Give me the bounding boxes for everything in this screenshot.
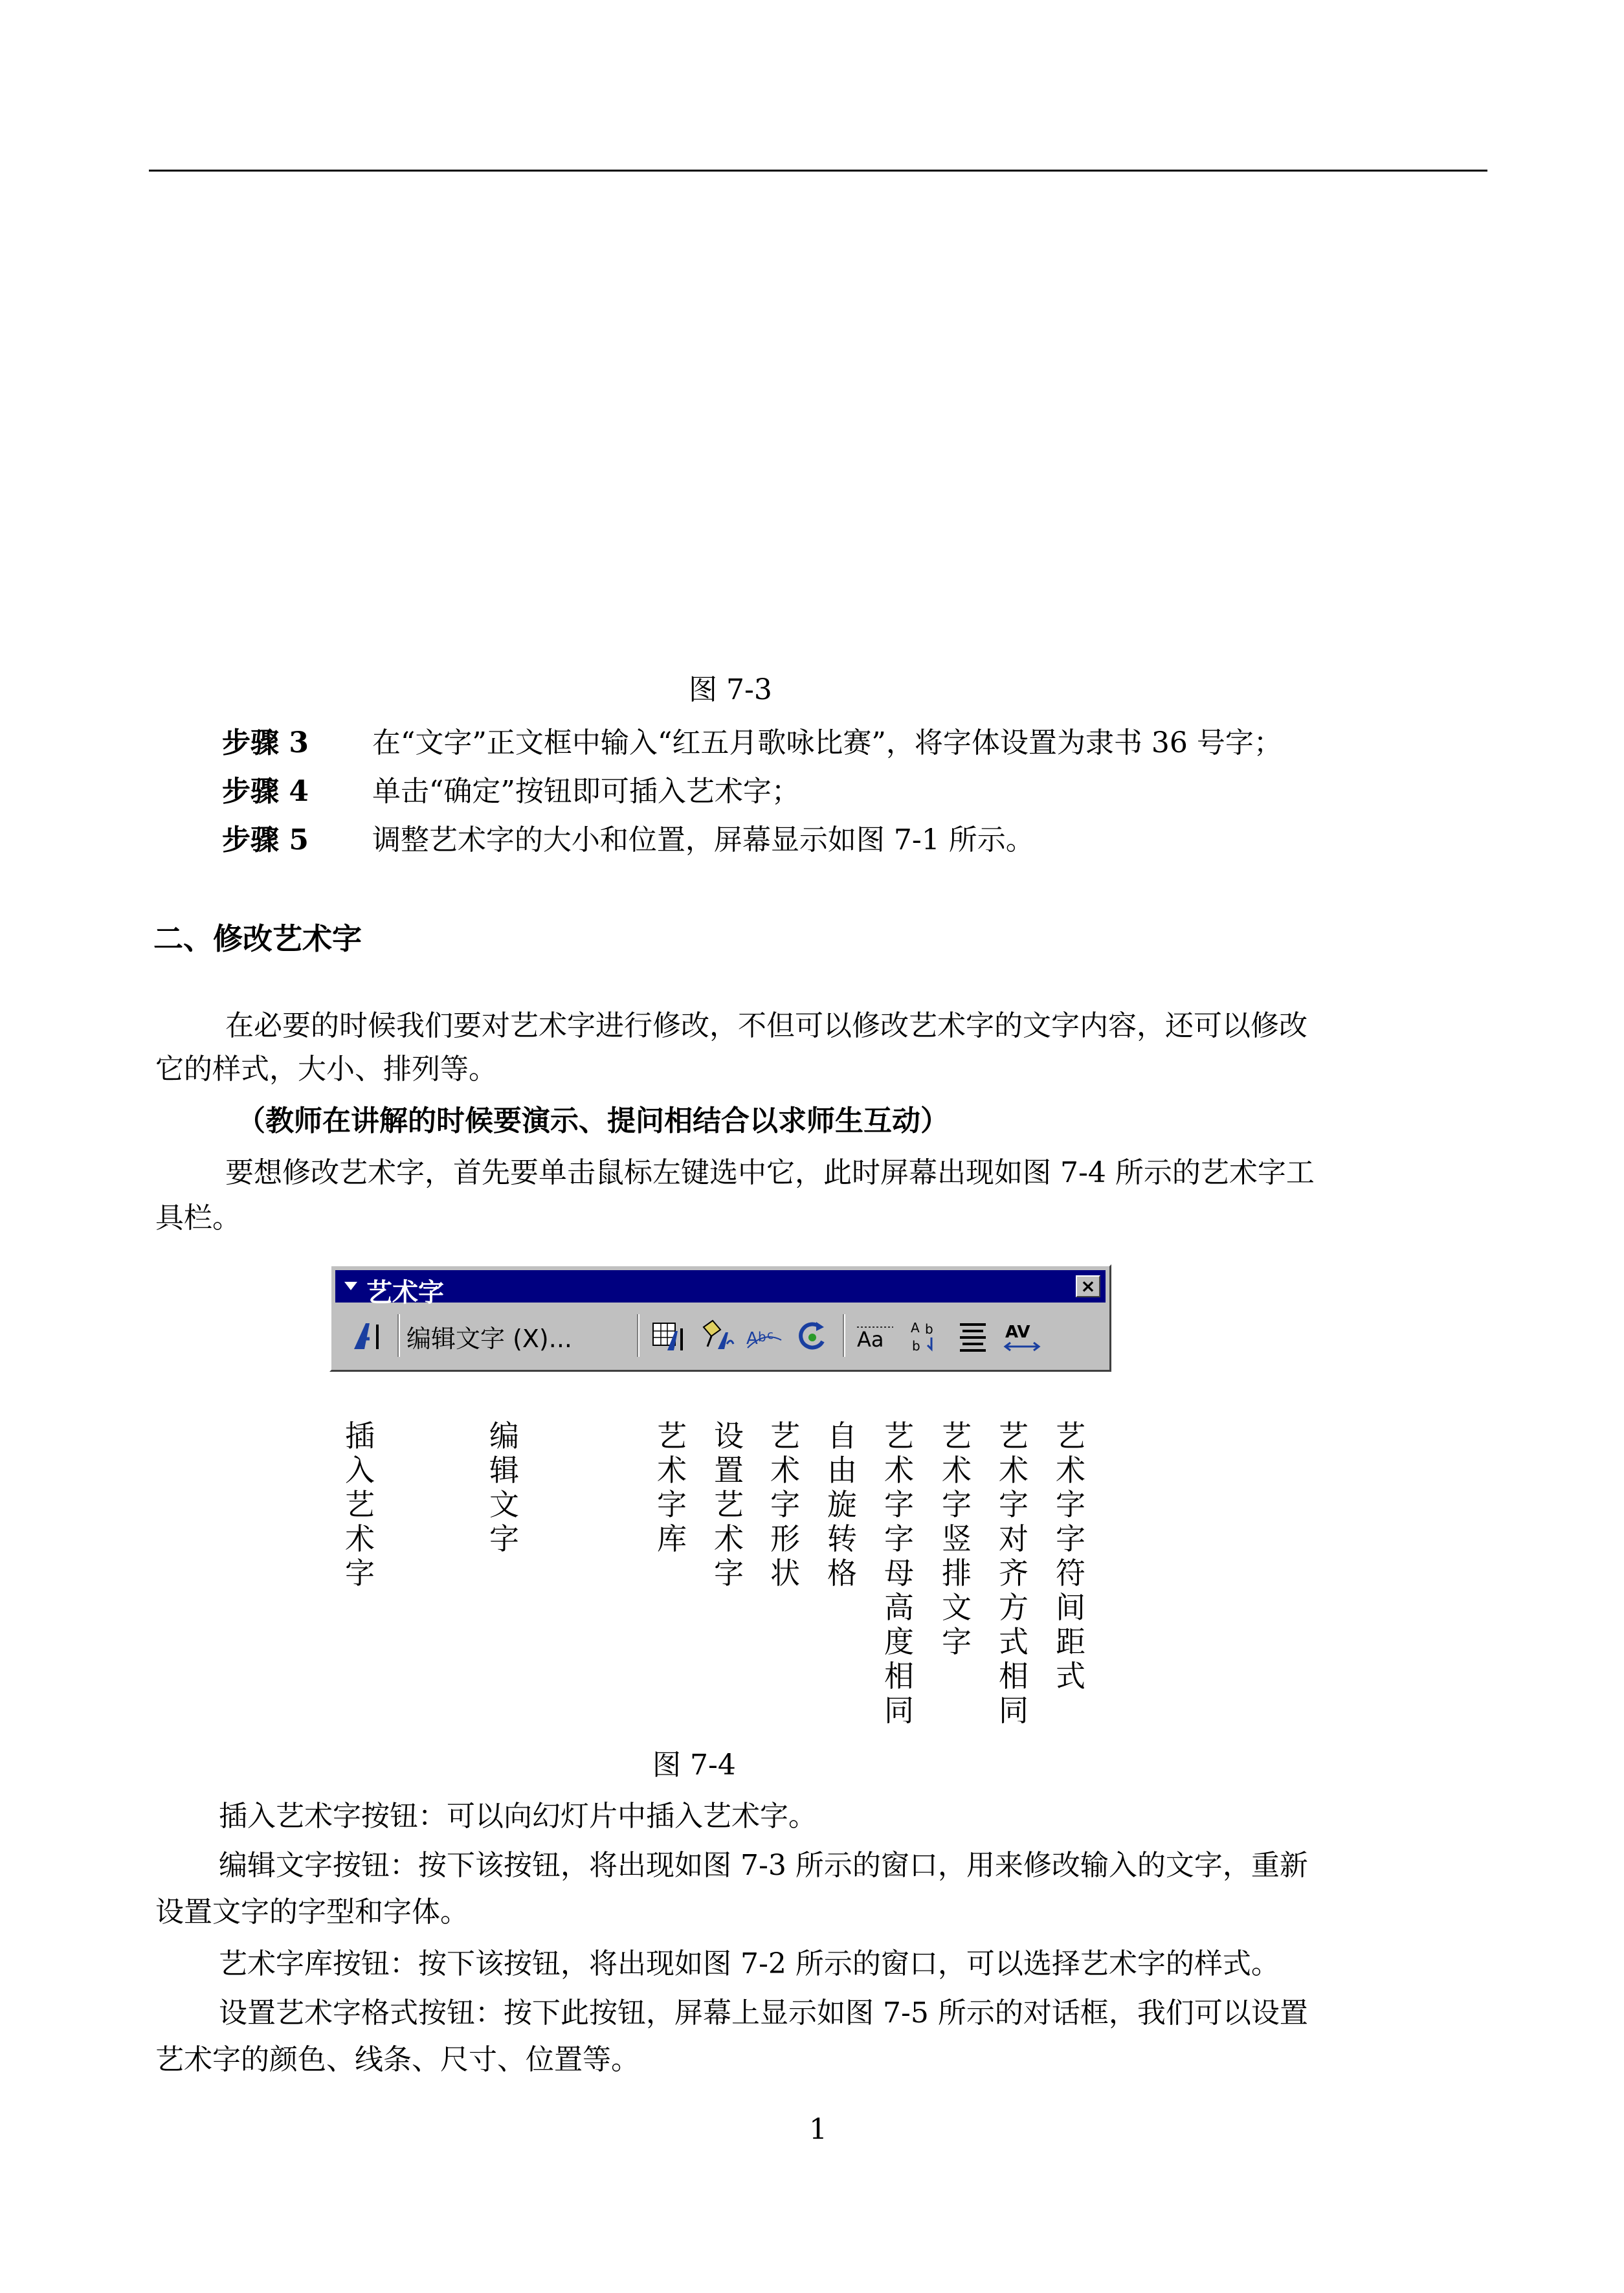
free-rotate-button[interactable] — [791, 1313, 834, 1359]
step-label: 步骤 3 — [222, 726, 309, 759]
vertical-text-icon — [907, 1318, 943, 1354]
figure-7-3-caption: 图 7-3 — [689, 673, 772, 706]
step-5 — [222, 823, 1034, 856]
step-4 — [222, 777, 800, 806]
svg-text:b: b — [758, 1329, 766, 1345]
wordart-toolbar — [329, 1264, 1111, 1372]
paragraph-line: 在必要的时候我们要对艺术字进行修改，不但可以修改艺术字的文字内容，还可以修改 — [225, 1009, 1307, 1042]
section-heading: 二、修改艺术字 — [153, 921, 362, 956]
wordart-shape-button[interactable] — [743, 1313, 786, 1359]
teacher-note: （教师在讲解的时候要演示、提问相结合以求师生互动） — [237, 1104, 949, 1137]
header-rule — [149, 170, 1487, 172]
alignment-icon — [955, 1318, 991, 1354]
vertical-text-button[interactable] — [904, 1313, 946, 1359]
description-line: 艺术字库按钮：按下该按钮，将出现如图 7-2 所示的窗口，可以选择艺术字的样式。 — [219, 1947, 1280, 1980]
toolbar-label-edit-text: 编辑文字 — [489, 1418, 519, 1556]
description-line: 编辑文字按钮：按下该按钮，将出现如图 7-3 所示的窗口，用来修改输入的文字，重新 — [219, 1849, 1308, 1882]
svg-text:Aa: Aa — [857, 1327, 884, 1352]
same-letter-heights-icon — [854, 1318, 896, 1354]
insert-wordart-icon — [350, 1318, 386, 1354]
svg-text:b: b — [925, 1321, 933, 1337]
paragraph-line: 它的样式，大小、排列等。 — [155, 1053, 497, 1086]
wordart-gallery-icon — [651, 1318, 687, 1354]
character-spacing-icon — [1003, 1318, 1041, 1354]
toolbar-label-format-wordart: 设置艺术字 — [714, 1418, 744, 1591]
figure-7-4-caption: 图 7-4 — [652, 1749, 736, 1782]
description-line: 艺术字的颜色、线条、尺寸、位置等。 — [155, 2043, 640, 2076]
step-label: 步骤 5 — [222, 823, 309, 856]
format-wordart-button[interactable] — [695, 1313, 738, 1359]
description-line: 设置艺术字格式按钮：按下此按钮，屏幕上显示如图 7-5 所示的对话框，我们可以设置 — [219, 1997, 1308, 2030]
step-text: 单击“确定”按钮即可插入艺术字； — [372, 775, 800, 808]
step-text: 调整艺术字的大小和位置，屏幕显示如图 7-1 所示。 — [372, 823, 1034, 856]
toolbar-label-alignment: 艺术字对齐方式相同 — [999, 1418, 1029, 1728]
toolbar-button-row — [335, 1309, 1106, 1363]
svg-text:b: b — [912, 1338, 920, 1354]
toolbar-label-same-letter-heights: 艺术字字母高度相同 — [884, 1418, 914, 1728]
toolbar-separator — [397, 1314, 400, 1357]
step-text: 在“文字”正文框中输入“红五月歌咏比赛”，将字体设置为隶书 36 号字； — [372, 726, 1282, 759]
toolbar-label-insert-wordart: 插入艺术字 — [345, 1418, 375, 1591]
edit-text-label: 编辑文字 (X)... — [406, 1324, 572, 1353]
insert-wordart-button[interactable] — [347, 1313, 390, 1359]
paragraph-line: 要想修改艺术字，首先要单击鼠标左键选中它，此时屏幕出现如图 7-4 所示的艺术字工 — [225, 1156, 1315, 1189]
toolbar-label-free-rotate: 自由旋转格 — [827, 1418, 857, 1591]
description-line: 插入艺术字按钮：可以向幻灯片中插入艺术字。 — [219, 1800, 817, 1833]
toolbar-label-wordart-gallery: 艺术字库 — [657, 1418, 687, 1556]
toolbar-title: 艺术字 — [366, 1278, 444, 1308]
svg-text:A: A — [911, 1320, 920, 1336]
edit-text-button[interactable] — [406, 1313, 601, 1359]
same-letter-heights-button[interactable] — [852, 1313, 898, 1359]
character-spacing-button[interactable] — [999, 1313, 1045, 1359]
toolbar-separator — [637, 1314, 640, 1357]
toolbar-label-character-spacing: 艺术字字符间距式 — [1056, 1418, 1085, 1694]
wordart-shape-icon — [745, 1318, 784, 1354]
toolbar-separator — [843, 1314, 845, 1357]
format-wordart-icon — [698, 1318, 735, 1354]
svg-text:AV: AV — [1005, 1323, 1030, 1342]
dropdown-arrow-icon[interactable] — [344, 1282, 357, 1290]
wordart-gallery-button[interactable] — [647, 1313, 690, 1359]
page-number: 1 — [809, 2113, 827, 2146]
close-button[interactable]: × — [1076, 1275, 1100, 1297]
description-line: 设置文字的字型和字体。 — [155, 1896, 469, 1929]
free-rotate-icon — [794, 1318, 830, 1354]
toolbar-label-wordart-shape: 艺术字形状 — [770, 1418, 800, 1591]
toolbar-label-vertical-text: 艺术字竖排文字 — [942, 1418, 972, 1659]
toolbar-title-bar[interactable] — [335, 1270, 1106, 1308]
step-label: 步骤 4 — [222, 775, 309, 808]
paragraph-line: 具栏。 — [155, 1202, 241, 1235]
svg-text:A: A — [746, 1329, 758, 1348]
step-3 — [222, 726, 1282, 759]
wordart-alignment-button[interactable] — [951, 1313, 994, 1359]
svg-text:c: c — [767, 1328, 773, 1342]
